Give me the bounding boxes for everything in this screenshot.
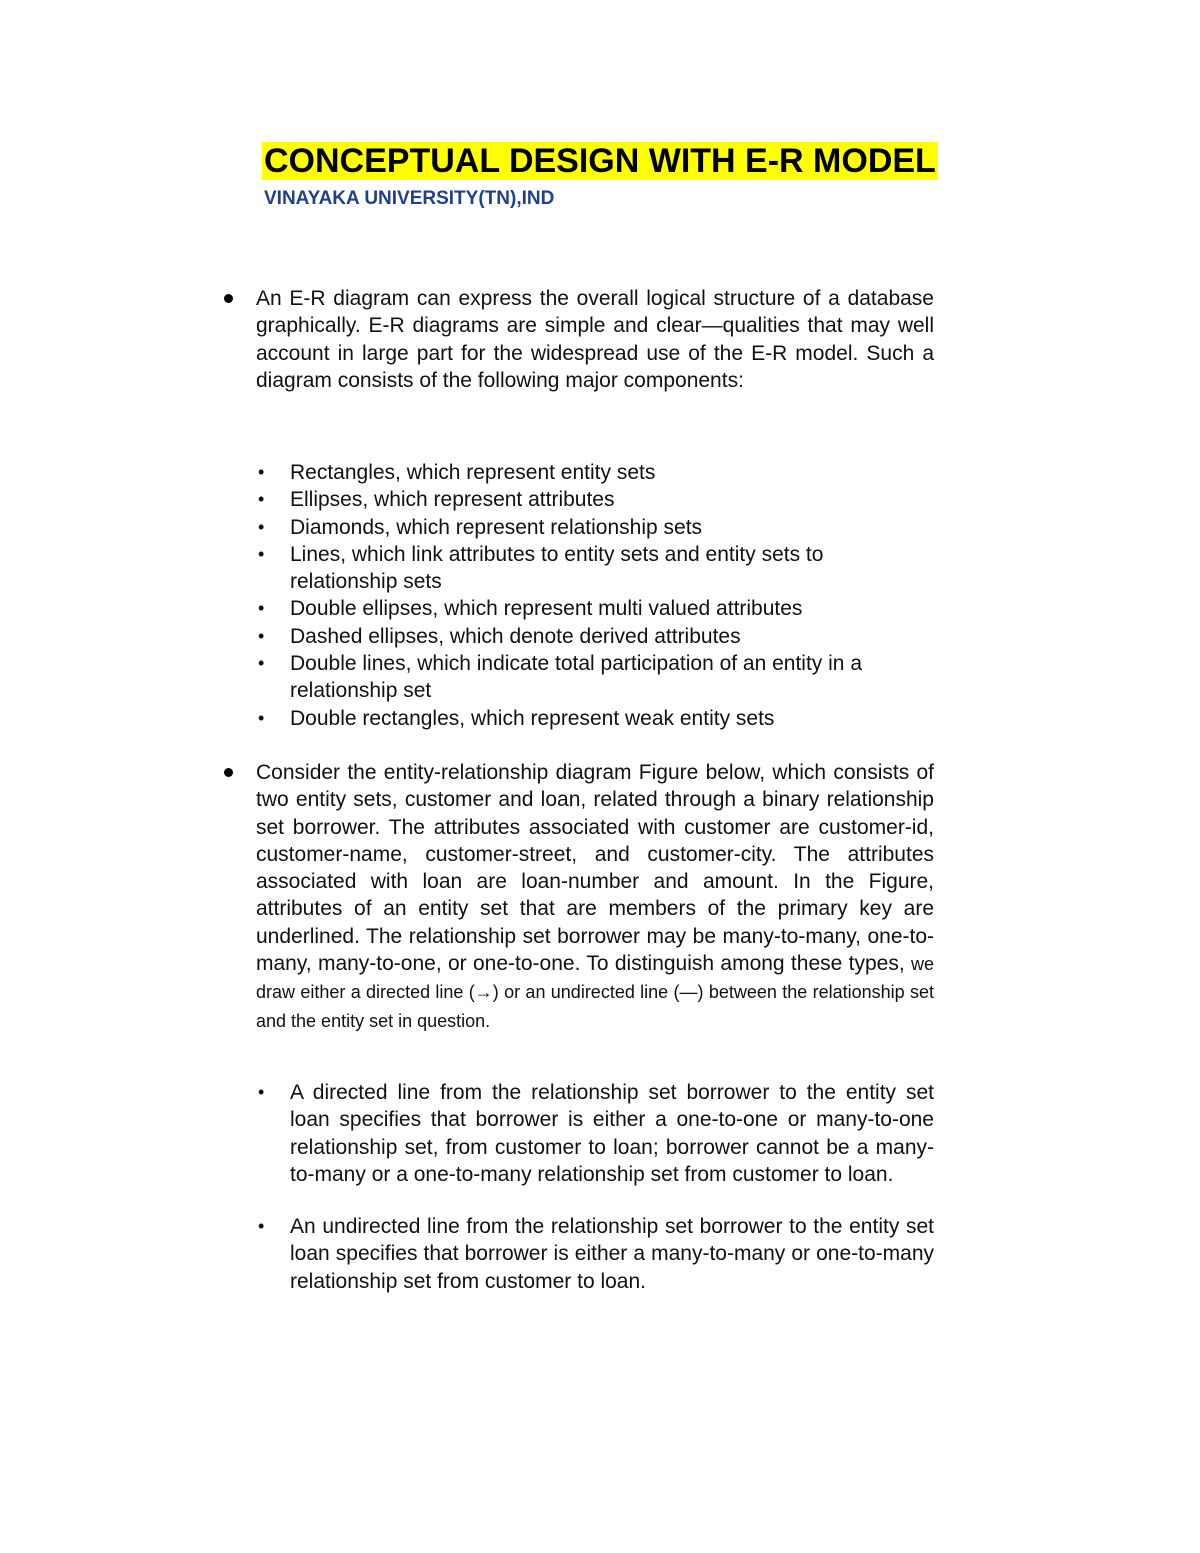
main-bullet-dot (224, 768, 233, 777)
list-item-text: Dashed ellipses, which denote derived attributes (290, 624, 741, 648)
list-item (258, 1079, 934, 1188)
bullet-glyph: • (258, 598, 265, 619)
list-item-text: Ellipses, which represent attributes (290, 488, 615, 512)
document-subtitle: VINAYAKA UNIVERSITY(TN),IND (264, 188, 555, 209)
line-types-list (258, 1079, 934, 1295)
list-item (258, 459, 934, 486)
bullet-glyph: • (258, 1082, 265, 1102)
document-title (262, 140, 938, 182)
bullet-glyph: • (258, 516, 265, 537)
bullet-glyph: • (258, 462, 265, 482)
list-item (258, 595, 934, 622)
list-item-text: Rectangles, which represent entity sets (290, 461, 656, 484)
main-bullet-dot (224, 294, 233, 303)
list-item-text: A directed line from the relationship set borrower to the entity set loan specifies that borrower is either a one-to-one or many-to-one relationship set, from customer to loan; borrower cannot be a many-to-many or a one-to-many relationship set from customer to loan. (290, 1081, 934, 1186)
bullet-glyph: • (258, 653, 265, 674)
document-title-highlight: CONCEPTUAL DESIGN WITH E-R MODEL (264, 142, 936, 180)
list-item (258, 486, 934, 513)
list-item-text: An undirected line from the relationship set borrower to the entity set loan specifies that borrower is either a many-to-many or one-to-many relationship set from customer to loan. (290, 1215, 934, 1293)
bullet-glyph: • (258, 707, 265, 728)
bullet-glyph: • (258, 1216, 265, 1237)
section2-paragraph (256, 759, 934, 1035)
list-item (258, 1213, 934, 1295)
bullet-glyph: • (258, 489, 265, 510)
components-list (258, 459, 934, 732)
list-item (258, 541, 934, 596)
list-item-text: Lines, which link attributes to entity sets and entity sets to relationship sets (290, 542, 824, 594)
list-item (258, 705, 934, 732)
section1-paragraph: An E-R diagram can express the overall logical structure of a database graphically. E-R diagrams are simple and clear—qualities that may well account in large part for the widespread use of the E-R model. Such a diagram consists of the following major components: (256, 287, 934, 392)
bullet-glyph: • (258, 625, 265, 646)
list-item-text: Diamonds, which represent relationship sets (290, 515, 703, 539)
section2-paragraph-main: Consider the entity-relationship diagram Figure below, which consists of two entity sets, customer and loan, related through a binary relationship set borrower. The attributes associated with customer are customer-id, customer-name, customer-street, and customer-city. The attributes associated with loan are loan-number and amount. In the Figure, attributes of an entity set that are members of the primary key are underlined. The relationship set borrower may be many-to-many, one-to-many, many-to-one, or one-to-one. To distinguish among these types, (256, 761, 934, 976)
list-item (258, 514, 934, 541)
list-item-text: Double lines, which indicate total participation of an entity in a relationship set (290, 652, 863, 703)
list-item-text: Double rectangles, which represent weak entity sets (290, 706, 775, 730)
section2-paragraph-tail: we draw either a directed line (→) or an undirected line (—) between the relationship set and the entity set in question. (256, 954, 934, 1031)
list-item-text: Double ellipses, which represent multi valued attributes (290, 597, 803, 621)
list-item (258, 650, 934, 705)
list-item (258, 623, 934, 650)
bullet-glyph: • (258, 543, 265, 564)
